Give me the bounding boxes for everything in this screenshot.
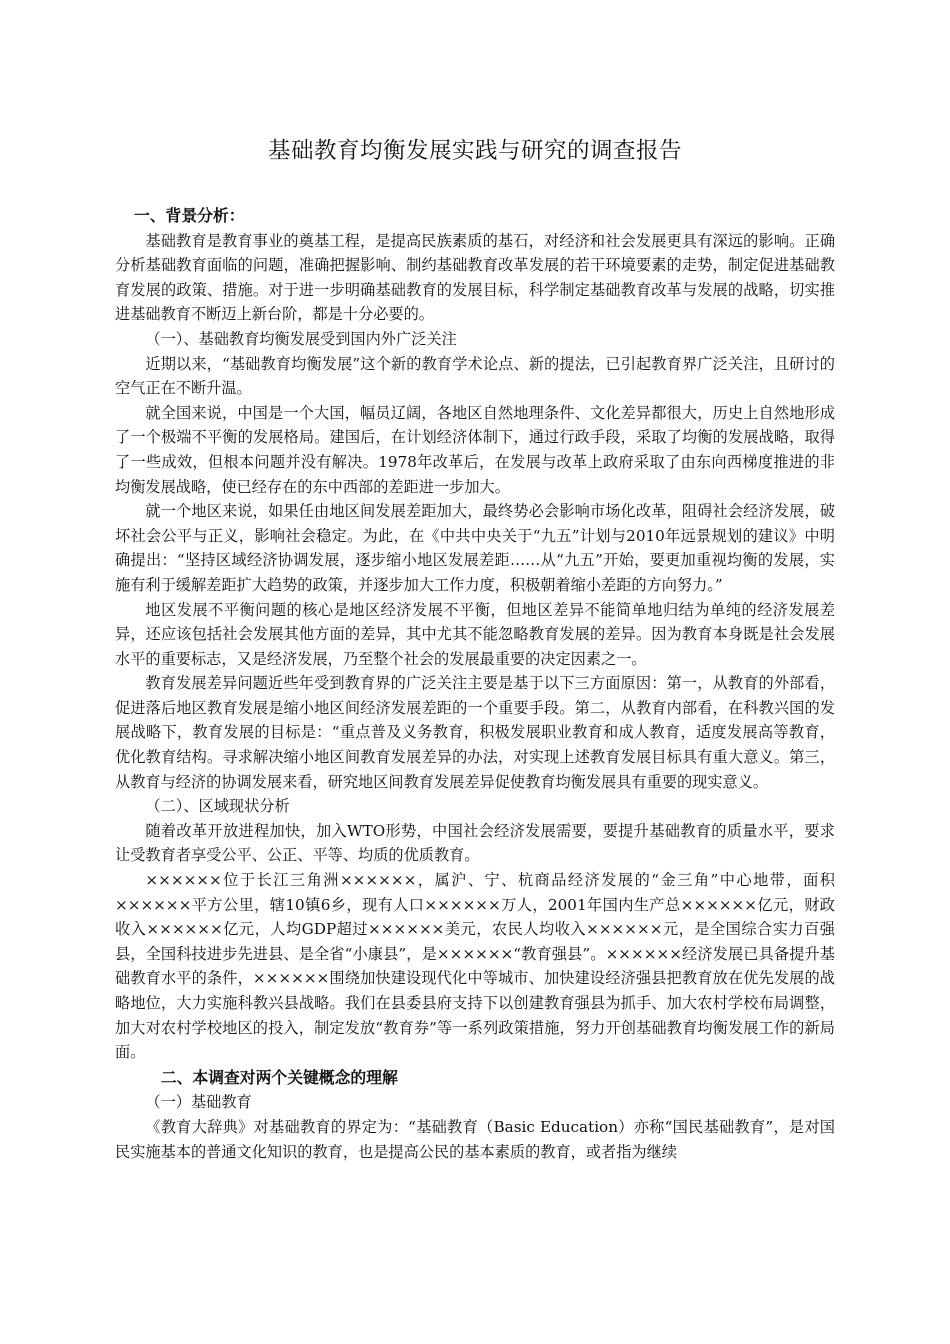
paragraph: 《教育大辞典》对基础教育的界定为：“基础教育（Basic Education）亦称“国民基础教育”，是对国民实施基本的普通文化知识的教育，也是提高公民的基本素质的教育，或者指为继续 xyxy=(115,1117,835,1161)
paragraph: 地区发展不平衡问题的核心是地区经济发展不平衡，但地区差异不能简单地归结为单纯的经济发展差异，还应该包括社会发展其他方面的差异，其中尤其不能忽略教育发展的差异。因为教育本身既是社会发展水平的重要标志，又是经济发展，乃至整个社会的发展最重要的决定因素之一。 xyxy=(115,600,835,668)
document-title: 基础教育均衡发展实践与研究的调查报告 xyxy=(267,138,682,164)
paragraph: 就全国来说，中国是一个大国，幅员辽阔，各地区自然地理条件、文化差异都很大，历史上自然地形成了一个极端不平衡的发展格局。建国后，在计划经济体制下，通过行政手段，采取了均衡的发展战略，取得了一些成效，但根本问题并没有解决。1978年改革后，在发展与改革上政府采取了由东向西梯度推进的非均衡发展战略，使已经存在的东中西部的差距进一步加大。 xyxy=(115,403,835,496)
paragraph: 教育发展差异问题近些年受到教育界的广泛关注主要是基于以下三方面原因：第一，从教育的外部看，促进落后地区教育发展是缩小地区间经济发展差距的一个重要手段。第二，从教育内部看，在科教兴国的发展战略下，教育发展的目标是：“重点普及义务教育，积极发展职业教育和成人教育，适度发展高等教育，优化教育结构。寻求解决缩小地区间教育发展差异的办法，对实现上述教育发展目标具有重大意义。第三，从教育与经济的协调发展来看，研究地区间教育发展差异促使教育均衡发展具有重要的现实意义。 xyxy=(115,674,835,791)
subsection-heading-regional-status: （二）、区域现状分析 xyxy=(145,797,290,816)
paragraph: ××××××位于长江三角洲××××××，属沪、宁、杭商品经济发展的“金三角”中心地带，面积××××××平方公里，辖10镇6乡，现有人口××××××万人，2001年国内生产总××××××亿元，财政收入××××××亿元，人均GDP超过××××××美元，农民人均收入××××××元，是全国综合实力百强县，全国科技进步先进县、是全省“小康县”，是××××××“教育强县”。××××××经济发展已具备提升基础教育水平的条件，××××××围绕加快建设现代化中等城市、加快建设经济强县把教育放在优先发展的战略地位，大力实施科教兴县战略。我们在县委县府支持下以创建教育强县为抓手、加大农村学校布局调整，加大对农村学校地区的投入，制定发放“教育券”等一系列政策措施，努力开创基础教育均衡发展工作的新局面。 xyxy=(115,871,835,1062)
section-heading-key-concepts: 二、本调查对两个关键概念的理解 xyxy=(160,1067,398,1087)
paragraph-intro: 基础教育是教育事业的奠基工程，是提高民族素质的基石，对经济和社会发展更具有深远的影响。正确分析基础教育面临的问题，准确把握影响、制约基础教育改革发展的若干环境要素的走势，制定促进基础教育发展的政策、措施。对于进一步明确基础教育的发展目标，科学制定基础教育改革与发展的战略，切实推进基础教育不断迈上新台阶，都是十分必要的。 xyxy=(115,231,835,324)
paragraph: 随着改革开放进程加快，加入WTO形势，中国社会经济发展需要，要提升基础教育的质量水平，要求让受教育者享受公平、公正、平等、均质的优质教育。 xyxy=(115,821,835,865)
paragraph: 就一个地区来说，如果任由地区间发展差距加大，最终势必会影响市场化改革，阻碍社会经济发展，破坏社会公平与正义，影响社会稳定。为此，在《中共中央关于“九五”计划与2010年远景规划的建议》中明确提出：“坚持区域经济协调发展，逐步缩小地区发展差距……从“九五”开始，要更加重视均衡的发展，实施有利于缓解差距扩大趋势的政策，并逐步加大工作力度，积极朝着缩小差距的方向努力。” xyxy=(115,502,835,594)
subsection-heading-attention: （一）、基础教育均衡发展受到国内外广泛关注 xyxy=(145,329,457,348)
subsection-heading-basic-education: （一）基础教育 xyxy=(145,1093,252,1112)
document-body xyxy=(115,204,835,1164)
paragraph: 近期以来，“基础教育均衡发展”这个新的教育学术论点、新的提法，已引起教育界广泛关注，且研讨的空气正在不断升温。 xyxy=(115,354,835,398)
section-heading-background: 一、背景分析： xyxy=(133,206,245,225)
